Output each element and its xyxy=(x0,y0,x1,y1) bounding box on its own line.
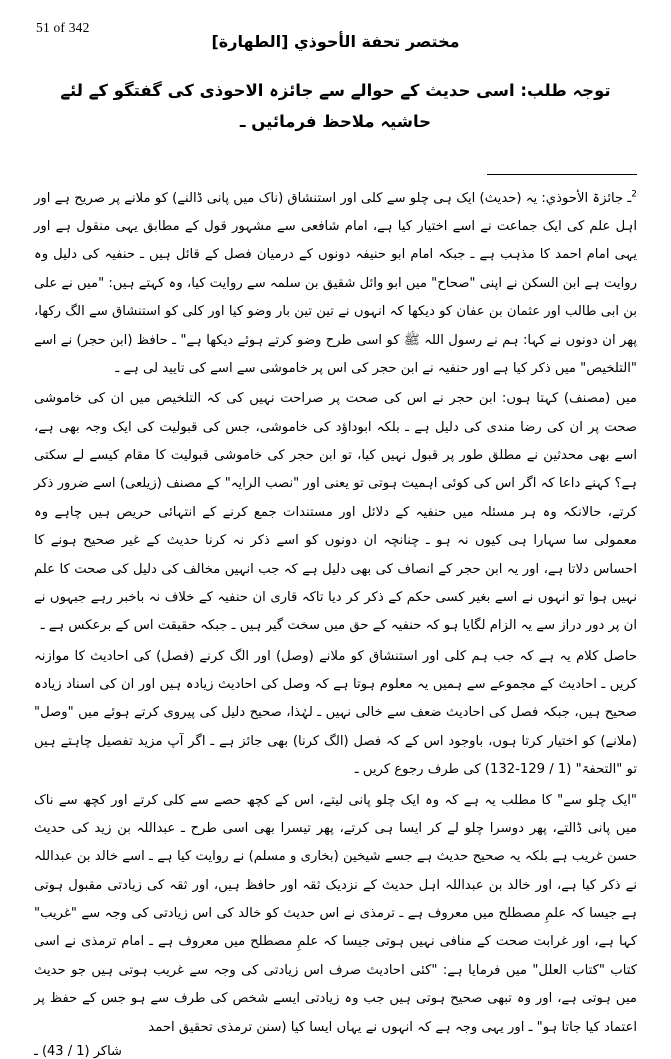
footnote-paragraph: "ایک چلو سے" کا مطلب یہ ہے کہ وہ ایک چلو پانی لیتے، اس کے کچھ حصے سے کلی کرتے اور کچھ سے ناک میں پانی ڈالتے، پھر دوسرا چلو لے کر ایسا ہی کرتے، پھر تیسرا بھی اسی طرح ـ عبداللہ بن زید کی حدیث حسن غریب ہے بلکہ یہ صحیح حدیث ہے جسے شیخین (بخاری و مسلم) نے روایت کیا ہے ـ اسے خالد بن عبداللہ نے ذکر کیا ہے، اور خالد بن عبداللہ اہل حدیث کے نزدیک ثقہ اور حافظ ہیں، اور ثقہ کی زیادتی مقبول ہوتی ہے جیسا کہ علمِ مصطلح میں معروف ہے ـ ترمذی نے اس حدیث کو خالد کی اس زیادتی کی وجہ سے "غریب" کہا ہے، اور غرابت صحت کے منافی نہیں ہوتی جیسا کہ علمِ مصطلح میں معروف ہے ـ امام ترمذی نے اسی کتاب "کتاب العلل" میں فرمایا ہے: "کئی احادیث صرف اس زیادتی کی وجہ سے غریب ہوتی ہیں جو حدیث میں ہوتی ہے، اور وہ تبھی صحیح ہوتی ہیں جب وہ زیادتی ایسے شخص کی طرف سے ہو جس کے حفظ پر اعتماد کیا جاتا ہو" ـ اور یہی وجہ ہے کہ انہوں نے یہاں ایسا کیا (سنن ترمذی تحقیق احمد xyxy=(34,792,637,1035)
footnote-paragraph xyxy=(34,185,637,384)
footnote-paragraph: حاصل کلام یہ ہے کہ جب ہم کلی اور استنشاق کو ملانے (وصل) اور الگ کرنے (فصل) کی احادیث کا موازنہ کریں ـ احادیث کے مجموعے سے ہمیں یہ معلوم ہوتا ہے کہ وصل کی احادیث زیادہ ہیں اور ان کی اسناد زیادہ صحیح ہیں، جبکہ فصل کی احادیث ضعف سے خالی نہیں ـ لہٰذا، صحیح دلیل کی پیروی کرتے ہوئے میں "وصل" (ملانے) کو اختیار کرتا ہوں، باوجود اس کے کہ فصل (الگ کرنا) بھی جائز ہے ـ اگر آپ مزید تفصیل چاہتے ہیں تو "التحفۃ" (1 / 129-132) کی طرف رجوع کریں ـ xyxy=(34,648,637,778)
notice-line: توجہ طلب: اسی حدیث کے حوالے سے جائزہ الاحوذی کی گفتگو کے لئے حاشیہ ملاحظ فرمائیں ـ xyxy=(60,81,611,132)
footnote-paragraph: میں (مصنف) کہتا ہوں: ابن حجر نے اس کی صحت پر صراحت نہیں کی کہ التلخیص میں ان کی خاموشی صحت پر ان کی رضا مندی کی دلیل ہے ـ بلکہ ابوداؤد کی خاموشی، جس کی قبولیت کی ایک وجہ بھی ہے، اسے بھی محدثین نے مطلق طور پر قبول نہیں کیا، تو ابن حجر کی خاموشی قبولیت کا مقام کیسے لے سکتی ہے؟ کہنے داعا کہ اگر اس کی کوئی اہمیت ہوتی تو یعنی اور "نصب الرایہ" کے مصنف (زیلعی) اسے ضرور ذکر کرتے، حالانکہ وہ ہر مسئلہ میں حنفیہ کے دلائل اور مستندات جمع کرنے کے انتہائی حریص ہیں چاہے وہ معمولی سا سہارا ہی کیوں نہ ہو ـ چنانچہ ان دونوں کو اسے ذکر نہ کرنا حدیث کے غیر صحیح ہونے کا احساس دلاتا ہے، اور یہ ابن حجر کے انصاف کی بھی دلیل ہے کہ جب انہیں مخالف کی دلیل کی صحت کا علم نہیں ہوا تو انہوں نے اسے بغیر کسی حکم کے ذکر کر دیا تاکہ قاری ان حنفیہ کے خلاف نہ باخبر رہے جبہوں نے ان پر دور دراز سے یہ الزام لگایا ہو کہ حنفیہ کے حق میں سخت گیر ہیں ـ جبکہ حقیقت اس کے برعکس ہے ـ xyxy=(34,391,637,634)
page-header-title: مختصر تحفة الأحوذي [الطهارة] xyxy=(211,32,460,51)
footnote-marker: 2 xyxy=(631,189,637,200)
footnote-body xyxy=(34,185,637,1042)
page-number: 51 of 342 xyxy=(36,20,90,35)
footnote-paragraph-text: ـ جائزۃ الأحوذي: یہ (حدیث) ایک ہی چلو سے کلی اور استنشاق (ناک میں پانی ڈالنے) کو ملانے پر صریح ہے اور اہل علم کی ایک جماعت نے اسے اختیار کیا ہے، امام شافعی سے مشہور قول کے مطابق یہی منقول ہے اور یہی امام احمد کا مذہب ہے ـ جبکہ امام ابو حنیفہ دونوں کے درمیان فصل کے قائل ہیں ـ حنفیہ کی دلیل وہ روایت ہے ابن السکن نے اپنی "صحاح" میں ابو وائل شقیق بن سلمہ سے روایت کیا، وہ کہتے ہیں: "میں نے علی بن ابی طالب اور عثمان بن عفان کو دیکھا کہ انہوں نے تین تین بار وضو کیا اور کلی کو استنشاق سے الگ رکھا، پھر ان دونوں نے کہا: ہم نے رسول اللہ ﷺ کو اسی طرح وضو کرتے ہوئے دیکھا ہے" ـ حافظ (ابن حجر) نے اسے "التلخیص" میں ذکر کیا ہے اور حنفیہ نے ابن حجر کی اس پر خاموشی سے اسے کی تایید لی ہے ـ xyxy=(34,190,637,376)
footnote-tail: شاکر (1 / 43) ـ xyxy=(34,1043,122,1059)
footnote-separator-rule xyxy=(487,174,637,175)
